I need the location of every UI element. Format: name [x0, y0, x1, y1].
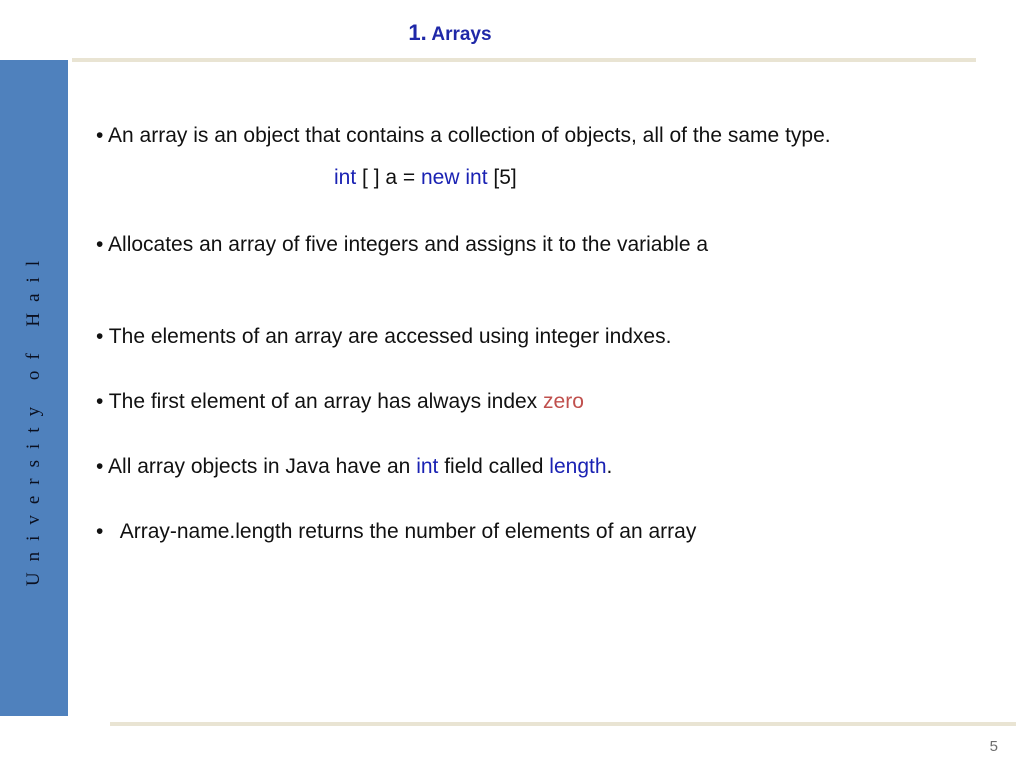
code-keyword-new-int: new int [420, 166, 488, 189]
bottom-divider [110, 722, 1016, 726]
code-keyword-int: int [334, 166, 357, 189]
code-line [96, 160, 988, 196]
bullet-first-element [96, 387, 988, 417]
bullet-java-suffix: . [606, 455, 613, 478]
bullet-java-prefix: • All array objects in Java have an [96, 455, 417, 478]
bullet-intro: • An array is an object that contains a collection of objects, all of the same type. [96, 124, 831, 147]
university-label: University of Hail [23, 249, 44, 587]
bullet-java-length [96, 452, 988, 482]
title-text: Arrays [431, 24, 492, 45]
slide-title [0, 20, 900, 46]
page-number: 5 [989, 738, 998, 755]
bullet-java-middle: field called [438, 455, 550, 478]
bullet-allocates: • Allocates an array of five integers and assigns it to the variable a [96, 233, 709, 256]
bullet-first-text: • The first element of an array has always index [96, 390, 544, 413]
keyword-length: length [549, 455, 607, 478]
top-divider [72, 58, 976, 62]
zero-highlight: zero [543, 390, 584, 413]
keyword-int: int [416, 455, 439, 478]
code-size: [5] [487, 166, 517, 189]
sidebar-band [0, 60, 68, 716]
title-number: 1. [408, 20, 427, 45]
code-brackets: [ ] a = [356, 166, 421, 189]
bullet-array-name-length: • Array-name.length returns the number of elements of an array [96, 520, 697, 543]
slide-content [96, 112, 988, 547]
bullet-elements: • The elements of an array are accessed using integer indxes. [96, 325, 672, 348]
